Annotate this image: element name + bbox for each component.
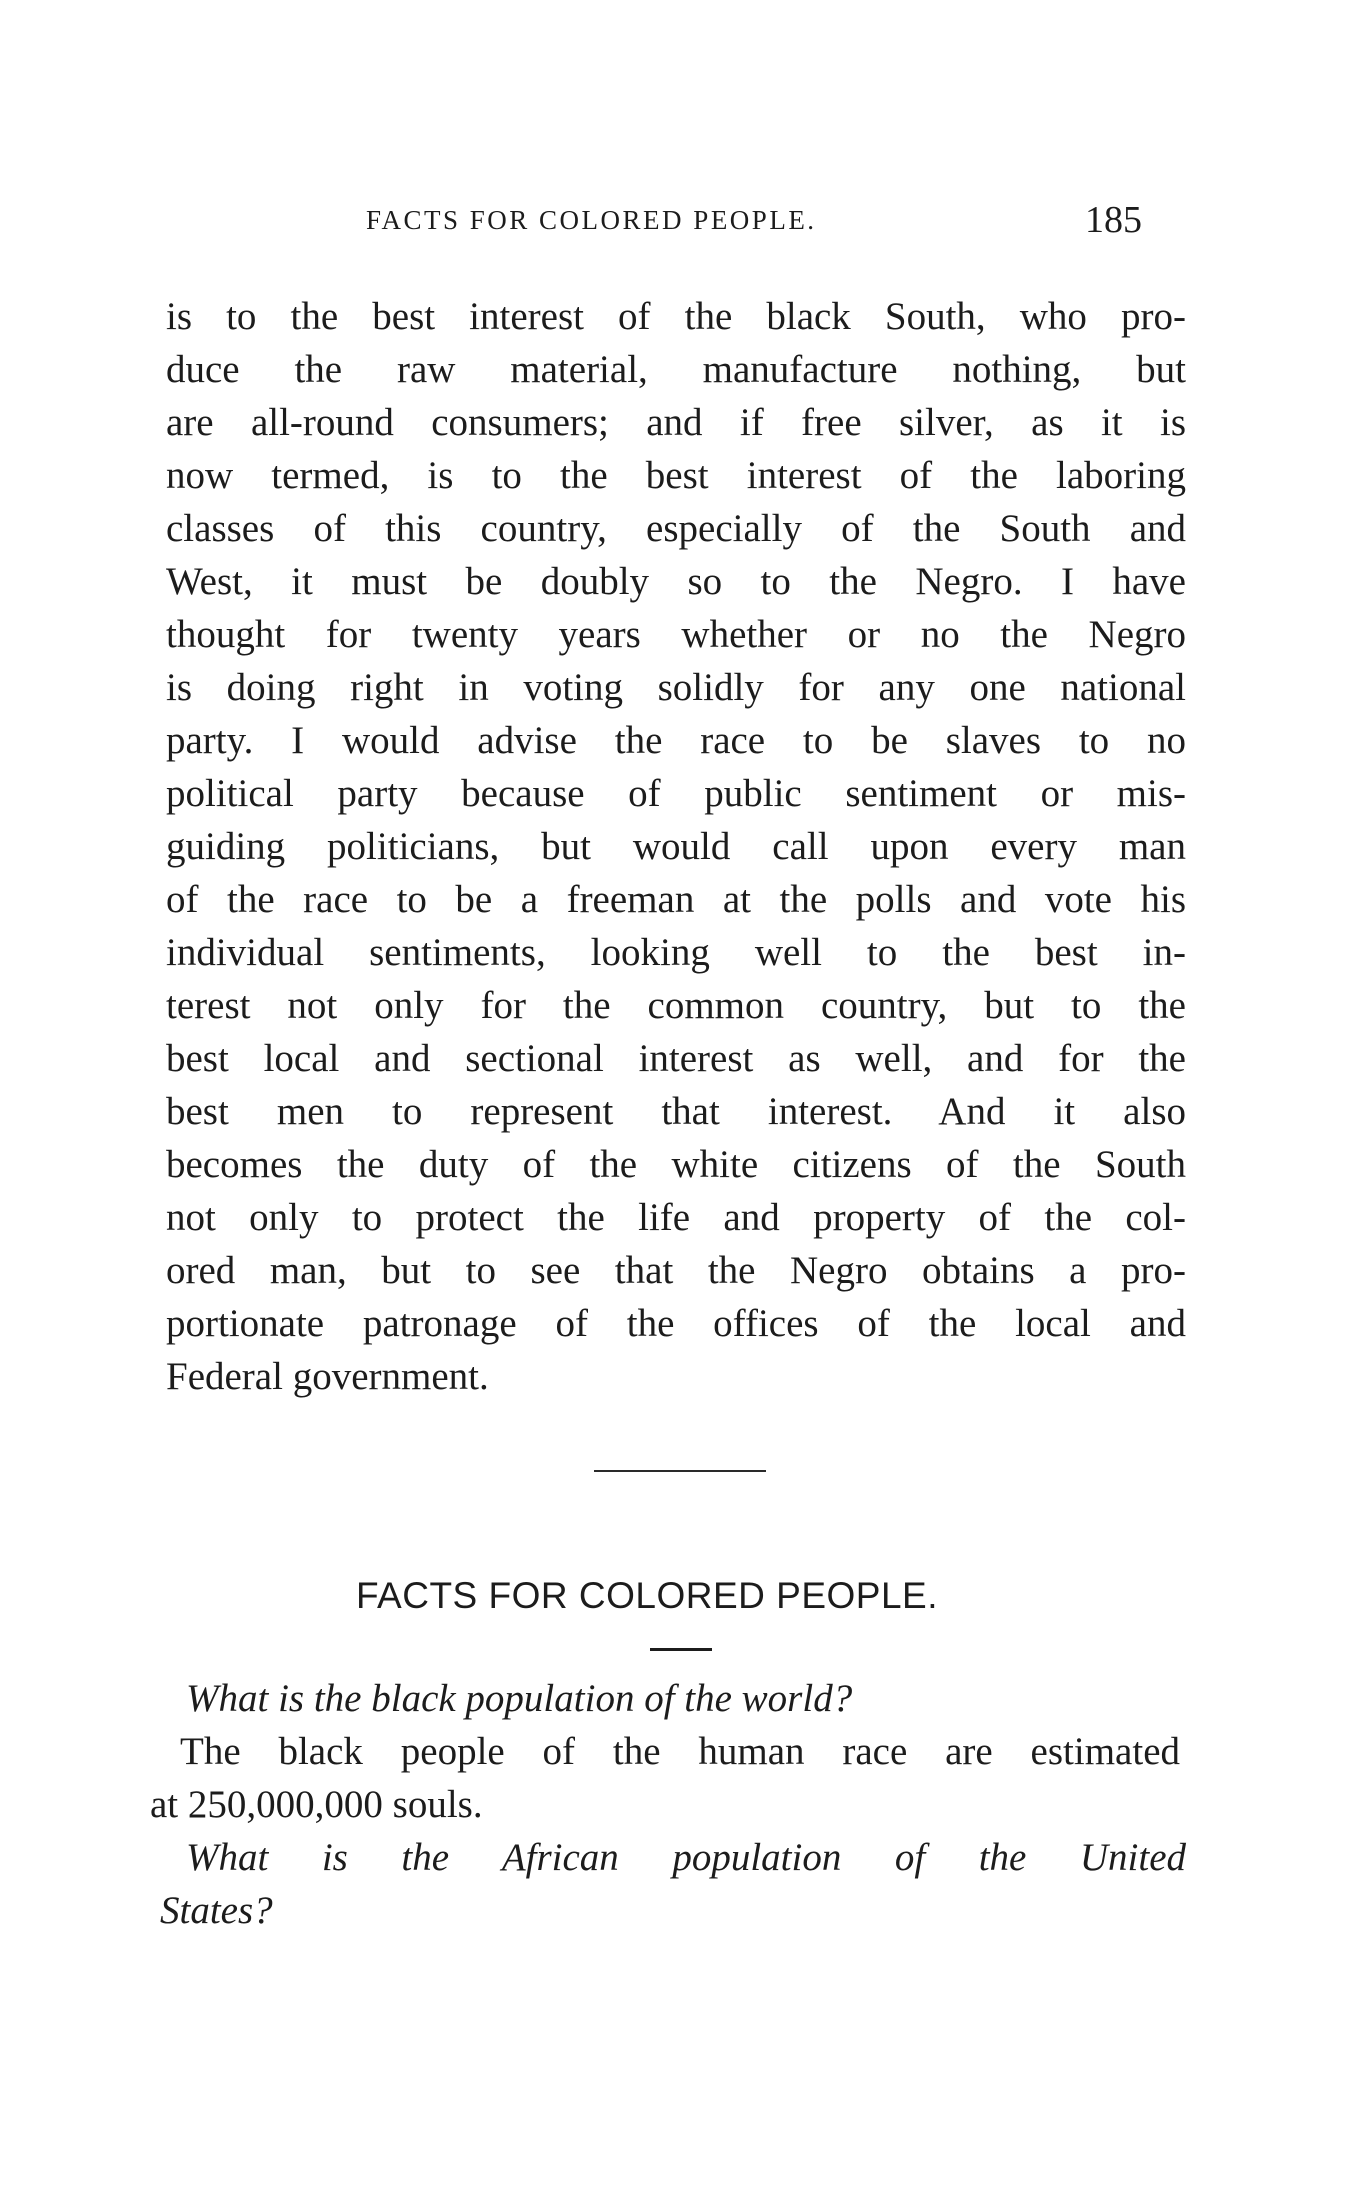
- page-number: 185: [1085, 199, 1142, 241]
- text-line: not only to protect the life and property of the col-: [166, 1196, 1186, 1239]
- text-line: duce the raw material, manufacture nothing, but: [166, 348, 1186, 391]
- text-line: are all-round consumers; and if free silver, as it is: [166, 401, 1186, 444]
- text-line: political party because of public sentiment or mis-: [166, 772, 1186, 815]
- answer-line: at 250,000,000 souls.: [150, 1783, 483, 1826]
- section-heading: FACTS FOR COLORED PEOPLE.: [356, 1575, 939, 1616]
- text-line: Federal government.: [166, 1355, 489, 1398]
- text-line: best men to represent that interest. And it also: [166, 1090, 1186, 1133]
- text-line: becomes the duty of the white citizens of the South: [166, 1143, 1186, 1186]
- answer-line: The black people of the human race are estimated: [180, 1730, 1180, 1773]
- question-line: What is the black population of the world?: [186, 1677, 853, 1720]
- running-head: FACTS FOR COLORED PEOPLE.: [366, 205, 817, 235]
- section-divider: [594, 1470, 766, 1472]
- text-line: classes of this country, especially of the South and: [166, 507, 1186, 550]
- text-line: thought for twenty years whether or no the Negro: [166, 613, 1186, 656]
- question-line: States?: [160, 1889, 273, 1932]
- text-line: individual sentiments, looking well to the best in-: [166, 931, 1186, 974]
- body-paragraph: [166, 290, 1186, 1403]
- text-line: best local and sectional interest as well, and for the: [166, 1037, 1186, 1080]
- text-line: guiding politicians, but would call upon every man: [166, 825, 1186, 868]
- text-line: portionate patronage of the offices of the local and: [166, 1302, 1186, 1345]
- question-line: What is the African population of the United: [186, 1836, 1186, 1879]
- text-line: West, it must be doubly so to the Negro. I have: [166, 560, 1186, 603]
- question-answer-block: [150, 1672, 1186, 1937]
- text-line: party. I would advise the race to be slaves to no: [166, 719, 1186, 762]
- text-line: terest not only for the common country, but to the: [166, 984, 1186, 1027]
- text-line: is to the best interest of the black South, who pro-: [166, 295, 1186, 338]
- text-line: ored man, but to see that the Negro obtains a pro-: [166, 1249, 1186, 1292]
- heading-underline: [650, 1648, 712, 1651]
- text-line: now termed, is to the best interest of the laboring: [166, 454, 1186, 497]
- text-line: is doing right in voting solidly for any one national: [166, 666, 1186, 709]
- text-line: of the race to be a freeman at the polls and vote his: [166, 878, 1186, 921]
